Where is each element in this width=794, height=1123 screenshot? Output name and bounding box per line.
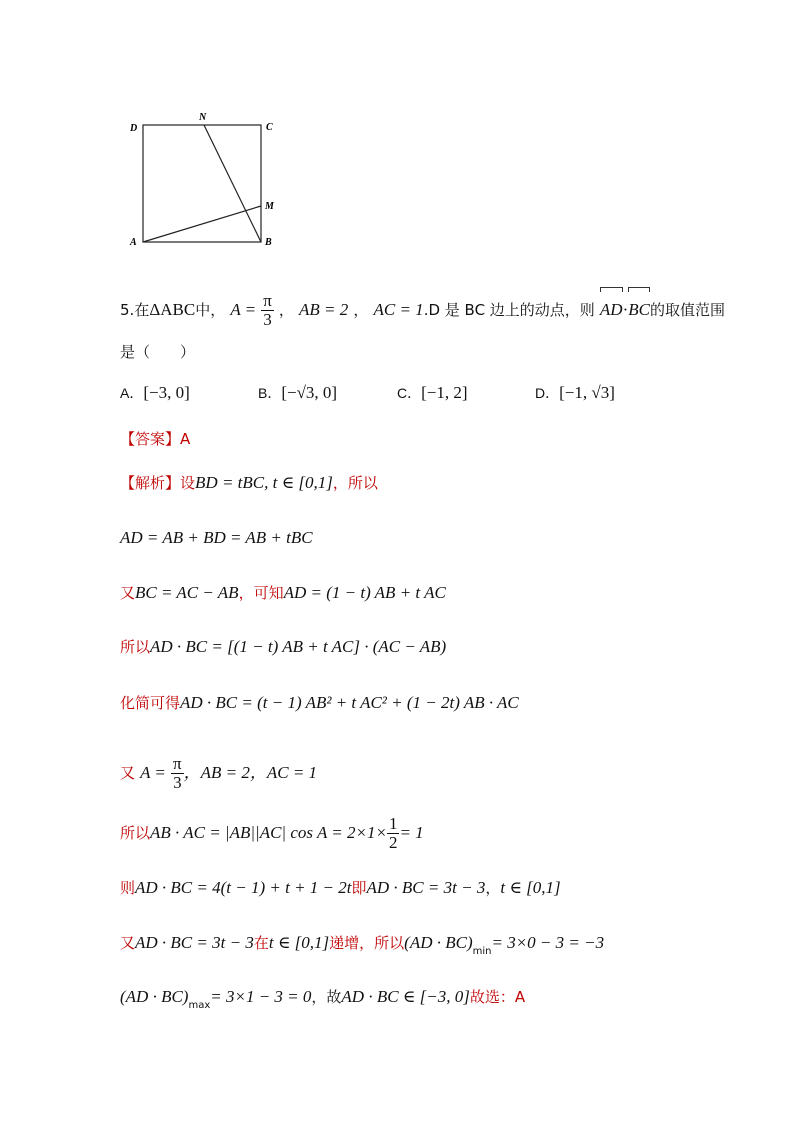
solution-line-4	[120, 636, 446, 657]
solution-formula: BC = AC − AB	[135, 583, 239, 602]
option-key: B．	[258, 385, 282, 401]
solution-text: ，故	[311, 988, 342, 1006]
solution-line-3	[120, 582, 446, 603]
solution-formula: AB · AC = |AB||AC| cos A = 2×1×	[150, 823, 387, 842]
label-b: B	[265, 237, 272, 248]
solution-text: 则	[120, 879, 136, 897]
question-text: .D 是 BC 边上的动点，则	[423, 301, 595, 319]
option-key: A．	[120, 385, 144, 401]
solution-formula: t ∈ [0,1]	[268, 933, 330, 952]
option-a[interactable]	[120, 383, 190, 403]
numerator: 1	[388, 814, 398, 833]
final-answer: A	[514, 988, 526, 1006]
question-number: 5.	[120, 301, 135, 319]
solution-formula: (AD · BC)	[404, 933, 473, 952]
label-d: D	[130, 123, 138, 134]
solution-line-1	[120, 472, 378, 493]
fraction-pi-over-3	[171, 755, 184, 792]
square-figure	[120, 105, 290, 255]
separator: ，	[278, 301, 294, 319]
solution-line-2: AD = AB + BD = AB + tBC	[120, 528, 313, 547]
solution-text: 在	[253, 934, 269, 952]
option-b[interactable]	[258, 383, 337, 403]
solution-text: 所以	[120, 824, 151, 842]
option-value: [−1, 2]	[421, 383, 468, 402]
question-text: 的取值范围	[649, 301, 725, 319]
solution-line-6	[120, 755, 317, 792]
solution-text: 又	[120, 934, 136, 952]
angle-a: A =	[230, 300, 257, 319]
answer-value: A	[180, 430, 191, 448]
solution-formula: (AD · BC)	[120, 987, 189, 1006]
solution-text: ，	[485, 879, 501, 897]
solution-formula: BD = tBC, t ∈ [0,1]	[195, 473, 333, 492]
option-value: [−√3, 0]	[281, 383, 338, 402]
solution-text: 又	[120, 764, 136, 782]
solution-formula: AD · BC = 3t − 3	[366, 878, 486, 897]
subscript-max: max	[188, 1000, 211, 1011]
solution-formula: = 1	[399, 823, 424, 842]
numerator: π	[173, 754, 182, 773]
solution-formula: AD · BC = 4(t − 1) + t + 1 − 2t	[135, 878, 352, 897]
solution-text: ，所以	[332, 474, 378, 492]
ac-length: AC = 1	[373, 300, 424, 319]
solution-formula: = 3×0 − 3 = −3	[491, 933, 605, 952]
vector-ad	[600, 295, 623, 325]
solution-text: ，可知	[238, 584, 284, 602]
segment-nb	[204, 125, 261, 242]
vector-bc	[628, 295, 650, 325]
fraction-pi-over-3	[261, 292, 274, 329]
answer-label: 【答案】	[120, 430, 181, 448]
denominator: 3	[263, 310, 272, 329]
option-key: D．	[535, 385, 560, 401]
solution-formula: A =	[140, 763, 166, 782]
solution-line-5	[120, 692, 519, 713]
solution-formula: AD · BC = (t − 1) AB² + t AC² + (1 − 2t) AB · AC	[180, 693, 519, 712]
triangle-abc: ΔABC	[149, 300, 196, 319]
ab-length: AB = 2	[299, 300, 349, 319]
denominator: 3	[173, 773, 182, 792]
solution-text: 故选：	[469, 988, 515, 1006]
solution-formula: ，AB = 2，AC = 1	[183, 763, 318, 782]
solution-text: 化简可得	[120, 694, 181, 712]
option-value: [−3, 0]	[143, 383, 190, 402]
solution-line-7	[120, 815, 424, 852]
denominator: 2	[388, 833, 398, 852]
solution-formula: AD · BC = [(1 − t) AB + t AC] · (AC − AB)	[150, 637, 447, 656]
option-key: C．	[397, 385, 422, 401]
solution-formula: AD · BC ∈ [−3, 0]	[341, 987, 470, 1006]
label-a: A	[130, 237, 137, 248]
separator: ，	[353, 301, 369, 319]
solution-text: 所以	[120, 638, 151, 656]
label-c: C	[266, 122, 273, 133]
question-text: 中，	[195, 301, 226, 319]
label-n: N	[199, 112, 207, 123]
question-line-2: 是（ ）	[120, 343, 196, 361]
solution-formula: AD = (1 − t) AB + t AC	[283, 583, 446, 602]
solution-formula: = 3×1 − 3 = 0	[210, 987, 312, 1006]
solution-text: 又	[120, 584, 136, 602]
label-m: M	[265, 201, 274, 212]
solution-line-10	[120, 986, 525, 1011]
option-d[interactable]	[535, 383, 615, 403]
solution-line-8	[120, 877, 561, 898]
dot-operator: ·	[622, 300, 629, 319]
fraction-one-half	[387, 815, 400, 852]
numerator: π	[263, 291, 272, 310]
segment-am	[143, 206, 261, 242]
solution-text: 即	[351, 879, 367, 897]
option-value: [−1, √3]	[559, 383, 615, 402]
solution-text: 递增，所以	[329, 934, 405, 952]
question-text: 在	[134, 301, 150, 319]
vector-label: AD	[599, 300, 623, 319]
vector-label: BC	[628, 300, 650, 319]
subscript-min: min	[472, 946, 492, 957]
solution-formula: t ∈ [0,1]	[500, 878, 561, 897]
solution-label: 【解析】	[120, 474, 181, 492]
option-c[interactable]	[397, 383, 468, 403]
solution-text: 设	[180, 474, 196, 492]
solution-line-9	[120, 932, 604, 957]
answer-line	[120, 428, 190, 449]
question-line-1	[120, 292, 725, 332]
solution-formula: AD · BC = 3t − 3	[135, 933, 254, 952]
